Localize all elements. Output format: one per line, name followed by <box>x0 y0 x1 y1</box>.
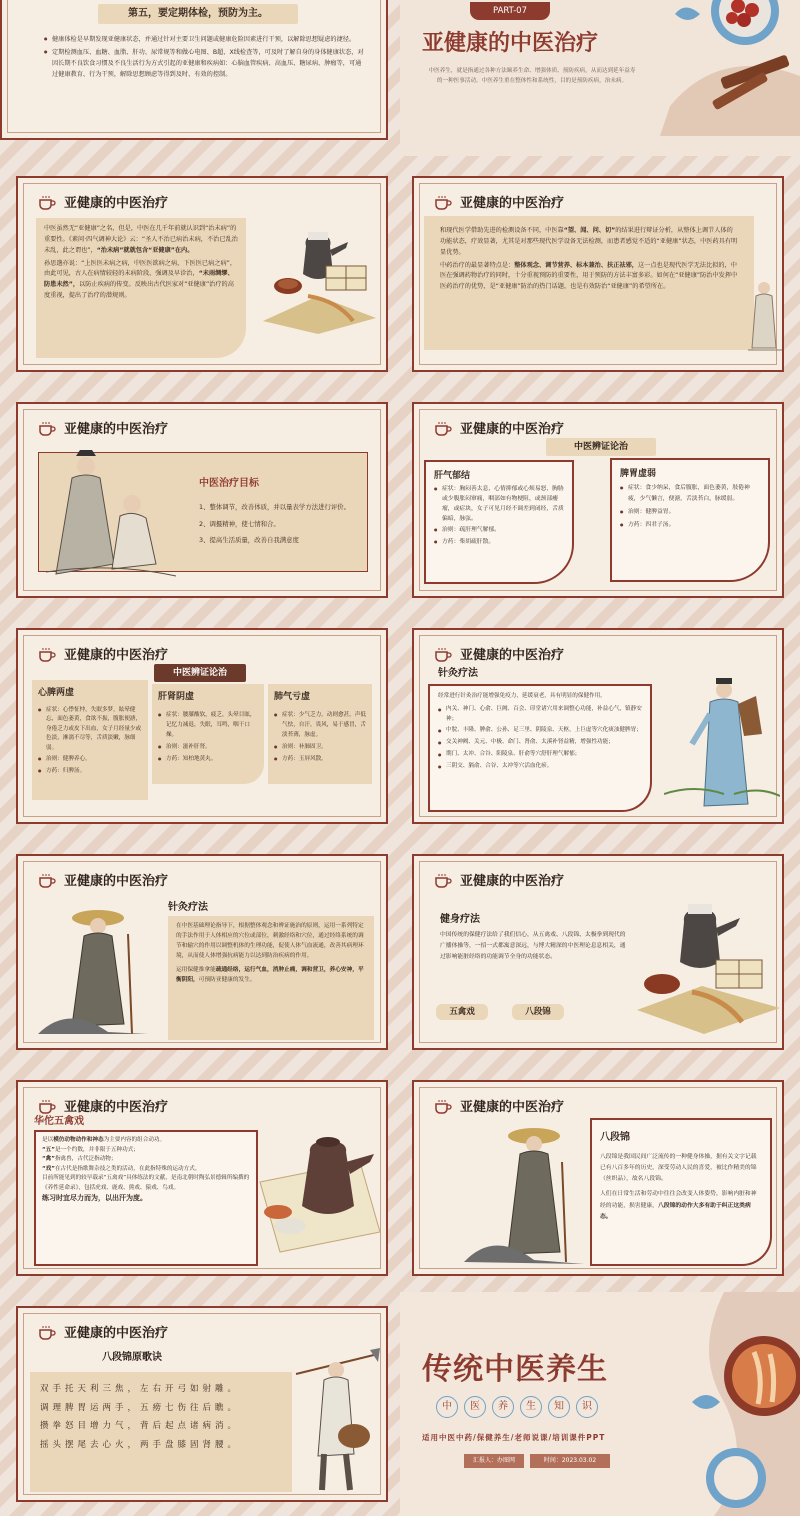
slide-title-text: 亚健康的中医治疗 <box>64 422 169 437</box>
slide-checkup[interactable] <box>0 0 388 140</box>
slide-treatment-goal[interactable] <box>16 402 388 598</box>
herbalist-figure <box>664 674 780 824</box>
slide-title <box>38 192 168 211</box>
goal-heading: 中医治疗目标 <box>199 478 259 489</box>
syndrome-tag: 中医辨证论治 <box>546 438 656 456</box>
para: 人们在日常生活和劳动中往往会改变人体姿势，影响内脏和神经的功能，损害健康，八段锦的动作大多有助于纠正这类病态。 <box>600 1191 757 1220</box>
acupoint-list <box>438 705 642 772</box>
clay-pot-illustration <box>250 1122 384 1262</box>
slide-title <box>434 192 564 211</box>
slide-title-text: 亚健康的中医治疗 <box>460 196 565 211</box>
col-item: ● 方药：归脾汤。 <box>38 767 142 777</box>
para: “戏”在古代是指歌舞杂技之类的活动，在此指特殊的运动方式。 <box>42 1165 201 1172</box>
part-description: 中医养生，就是指通过各种方法颐养生命、增强体质、预防疾病，从而达到延年益寿的一种医事活动。中医养生重在整体性和系统性，目的是预防疾病，治未病。 <box>428 68 636 85</box>
col-item: ● 治则：健脾养心。 <box>38 755 142 765</box>
massage-panel <box>168 916 374 1040</box>
checkup-item: ● 定期检测血压、血糖、血脂、肝功、尿常规等和做心电图、B超、X线检查等，可及时了解自身的身体健康状态，对因长期不良饮食习惯及不良生活行为方式引起的亚健康和疾病如：心脑血管疾病、高血压、糖尿病、肿瘤等，可通过健康教育、行为干预，解除思想顾虑等得到及时、有效的控制。 <box>44 47 364 80</box>
col-item: ● 治则：滋补肝肾。 <box>158 742 258 752</box>
poem-line: 调理脾胃运两手，五痨七伤往后瞧。 <box>40 1402 241 1413</box>
tea-cup-icon <box>434 647 452 661</box>
char-circle: 识 <box>576 1396 598 1418</box>
slide-title <box>434 418 564 437</box>
goal-item: 1、整体调节，改善体质，并以量表学方法进行评价。 <box>199 503 351 511</box>
char-circle: 生 <box>520 1396 542 1418</box>
part-title: 亚健康的中医治疗 <box>422 30 599 56</box>
slide-tcm-intro[interactable] <box>16 176 388 372</box>
goal-item: 3、提高生活质量，改善自我满意度 <box>199 536 299 545</box>
char-circle: 中 <box>436 1396 458 1418</box>
section-heading: 华佗五禽戏 <box>34 1116 84 1127</box>
acupoint-item: ● 内关、神门、心俞、巨阙、百会、印堂诸穴用来调整心功能，补益心气，镇静安神； <box>438 705 642 725</box>
end-title: 传统中医养生 <box>422 1352 608 1387</box>
liver-item: ● 症状：胸闷善太息，心情抑郁或心烦易怒，胸胁或少腹胀闷窜痛，咽部如有物梗阻，或颈部瘿瘤，或症块，女子可见月经不调差到闭经，舌质偏暗，脉弦。 <box>434 485 564 524</box>
slide-title <box>38 644 168 663</box>
acupuncture-panel <box>428 684 652 812</box>
tea-cup-icon <box>38 1099 56 1113</box>
goal-list <box>199 499 350 549</box>
col-list <box>274 710 366 764</box>
herbal-medicine-illustration <box>632 900 782 1040</box>
slide-baduanjin[interactable] <box>412 1080 784 1276</box>
poem-line: 摇头摆尾去心火，两手盘膝固肾腰。 <box>40 1440 241 1451</box>
fitness-text: 中国传统的保健疗法给了我们信心，从五禽戏、八段锦、太极拳到现代的广播体操等，一招一式都寓意深远，与博大精深的中医理论息息相关，通过影响能脏经络的功能调节全身的功能状态。 <box>440 932 626 960</box>
wuqinxi-button[interactable]: 五禽戏 <box>436 1004 488 1020</box>
herb-bowl-decor <box>660 0 800 136</box>
char-circle: 知 <box>548 1396 570 1418</box>
para: 孙思邈亦说：“上医医未病之病，中医医欲病之病，下医医已病之病”，由此可见，古人在病情较轻的未病阶段，强调及早诊治，“未雨绸缪、防患未然”，以防止疾病的传变。反映出古代医家对“亚健康”治疗的高度重视，提出了治疗的潜规则。 <box>44 259 237 300</box>
tea-cup-icon <box>434 195 452 209</box>
end-subtitle: 适用中医中药/保健养生/老师说课/培训课件PPT <box>422 1433 606 1442</box>
slide-title-text: 亚健康的中医治疗 <box>460 648 565 663</box>
tea-cup-icon <box>434 1099 452 1113</box>
tea-cup-icon <box>38 195 56 209</box>
tea-cup-icon <box>434 873 452 887</box>
checkup-list <box>44 34 364 83</box>
char-circle: 医 <box>464 1396 486 1418</box>
slide-title <box>434 870 564 889</box>
col-title: 肝肾阴虚 <box>158 692 195 702</box>
section-heading: 健身疗法 <box>440 914 480 925</box>
col-item: ● 症状：腰膝酸软，疲乏，头晕目眩，记忆力减退，失眠，耳鸣，咽干口燥。 <box>158 710 258 740</box>
slide-title-text: 亚健康的中医治疗 <box>460 1100 565 1115</box>
acupoint-item: ● 期门、太冲、合谷、阳陵泉、肝俞等穴舒肝理气解郁； <box>438 750 642 760</box>
liver-title: 肝气郁结 <box>434 471 471 481</box>
slide-acupuncture-1[interactable] <box>412 628 784 824</box>
date-badge: 时间：2023.03.02 <box>530 1454 610 1468</box>
slide-title-text: 亚健康的中医治疗 <box>64 1100 169 1115</box>
acupoint-item: ● 交关神阙、关元、中极、命门、肾俞、太溪补肾益精，增强性功能； <box>438 738 642 748</box>
two-elders-illustration <box>36 444 186 584</box>
col-title: 肺气亏虚 <box>274 692 311 702</box>
para: 目前所能见到的较早载录“五禽戏”具体练法的文献，是南北朝时陶弘景德辑所编撰的《养性延命录》，包括虎戏、鹿戏、熊戏、猿戏、鸟戏。 <box>42 1175 250 1191</box>
tea-cup-icon <box>38 873 56 887</box>
col-item: ● 症状：心悸怔忡，失眠多梦，眩晕健忘，面色萎黄，食欲不振，腹胀便溏，身倦乏力或皮下出血，女子月经量少或色淡，淋漓不尽等，舌质淡嫩，脉细弱。 <box>38 706 142 754</box>
ginseng-bowl-decor <box>684 1292 800 1516</box>
col-item: ● 治则：补肺固卫。 <box>274 742 366 752</box>
para: 运用保健推拿能疏通经络，运行气血，消肿止痛，调和营卫，养心安神，平衡阴阳，可预防亚健康的发生。 <box>176 966 364 983</box>
spleen-item: ● 治则：健脾益胃。 <box>620 507 760 518</box>
col-item: ● 方药：玉屏风散。 <box>274 754 366 764</box>
slide-acupuncture-2[interactable] <box>16 854 388 1050</box>
slide-title-text: 亚健康的中医治疗 <box>460 422 565 437</box>
col-item: ● 症状：少气乏力，动则愈甚，声低气怯，自汗，畏风，易于感冒，舌淡苔薄，脉虚。 <box>274 710 366 740</box>
goal-item: 2、调摄精神，使七情和合。 <box>199 519 280 528</box>
slide-syndrome-2[interactable] <box>16 628 388 824</box>
checkup-item: ● 健康体检是早期发现亚健康状态，并通过针对主要卫生问题或健康危险因素进行干预，以解除思想疑虑的捷径。 <box>44 34 364 45</box>
liver-item: ● 方药：柴胡疏肝散。 <box>434 538 564 548</box>
slide-title <box>38 418 168 437</box>
section-heading: 针灸疗法 <box>438 668 478 679</box>
poem-line: 攒拳怒目增力气，背后起点诸病消。 <box>40 1421 241 1432</box>
reporter-badge: 汇报人：办图网 <box>464 1454 524 1468</box>
text-panel <box>36 218 246 358</box>
heart-spleen-panel <box>32 680 148 800</box>
slide-title <box>38 1322 168 1341</box>
baduanjin-panel <box>590 1118 772 1266</box>
para: 八段锦是我国民间广泛流传的一种健身体操，据有关文字记载已有八百多年的历史，深受劳动人民的喜爱，被比作精美的锦（丝织品），故名八段锦。 <box>600 1153 757 1183</box>
text-panel <box>424 216 754 350</box>
spleen-item: ● 方药：四君子汤。 <box>620 520 760 531</box>
slide-syndrome-1[interactable] <box>412 402 784 598</box>
elder-with-staff-illustration <box>454 1112 594 1272</box>
section-heading: 针灸疗法 <box>168 902 208 913</box>
para: “禽”指禽兽，古代泛指动物； <box>42 1156 117 1162</box>
wuqinxi-panel <box>34 1130 258 1266</box>
spleen-panel <box>610 458 770 582</box>
slide-part-cover[interactable] <box>400 0 800 156</box>
syndrome-tag: 中医辨证论治 <box>154 664 246 682</box>
acupoint-item: ● 三阴交、膈俞、合谷、太冲等穴活血化瘀。 <box>438 762 642 772</box>
slide-title-text: 亚健康的中医治疗 <box>64 874 169 889</box>
col-list <box>158 710 258 764</box>
tea-cup-icon <box>38 1325 56 1339</box>
slide-title-text: 亚健康的中医治疗 <box>64 648 169 663</box>
baduanjin-heading: 八段锦 <box>600 1132 630 1143</box>
spleen-item: ● 症状：食少纳呆，食后腹胀，面色萎黄，肢倦神疲，少气懒言，便溏，舌淡苔白，脉缓弱。 <box>620 483 760 505</box>
liver-panel <box>424 460 574 584</box>
slide-baduanjin-poem[interactable] <box>16 1306 388 1502</box>
poem-line: 双手托天利三焦，左右开弓如射雕。 <box>40 1384 241 1394</box>
farmer-with-hoe-illustration <box>288 1344 384 1500</box>
slide-tcm-advantage[interactable] <box>412 176 784 372</box>
part-badge: PART-07 <box>470 2 550 20</box>
slide-title-text: 亚健康的中医治疗 <box>460 874 565 889</box>
slide-end-cover[interactable] <box>400 1292 800 1516</box>
intro: 经常进行针灸治疗能增强免疫力，延缓衰老，具有明显的保健作用。 <box>438 693 606 699</box>
elder-with-staff-illustration <box>28 894 168 1044</box>
baduanjin-button[interactable]: 八段锦 <box>512 1004 564 1020</box>
herbal-medicine-illustration <box>258 226 378 336</box>
para: 中医虽然无“亚健康”之名，但是，中医在几千年前就认识到“治未病”的重要性。《素问·四气调神大论》云：“圣人不治已病治未病，不治已乱治未乱，此之谓也”，“治未病”就就包含“亚健康”在内。 <box>44 225 238 254</box>
para: 练习时宜尽力而为，以出汗为度。 <box>42 1194 147 1202</box>
lung-panel <box>268 684 372 784</box>
section-heading: 第五，要定期体检，预防为主。 <box>98 4 298 24</box>
col-item: ● 方药：知柏地黄丸。 <box>158 754 258 764</box>
liver-kidney-panel <box>152 684 264 784</box>
slide-wuqinxi[interactable] <box>16 1080 388 1276</box>
knowledge-chars <box>436 1396 598 1418</box>
tea-cup-icon <box>38 421 56 435</box>
para: 在中医基础理论指导下，根据整体观念和辨证施治的原则，运用一系列特定的手法作用于人体相应的穴位或部位，刺激经络和穴位，通过经络系统的调节和输穴的作用以调整机体的生理功能，促使人体气血流通，改善其病理环境，从而使人体增强抗病能力以达到防治疾病的作用。 <box>176 923 364 959</box>
para: 中药治疗的最显著特点是：整体观念、调节营养、标本兼治、扶正祛邪，这一点也是现代医学无法比拟的，中医在强调药物治疗的同时，十分重视预防的重要性，用于预防的方法丰富多彩。如何在“亚健康”防治中发挥中医药治疗的优势，是“亚健康”防治的热门话题，也是有效防治“亚健康”的希望所在。 <box>440 261 738 291</box>
para: 和现代医学借助先进的检测设备不同，中医靠“望、闻、问、切”的结果进行辩证分析，从整体上调节人体的功能状态，疗效显著，尤其是对那些现代医学设备无法检测，而患者感觉不适的“亚健康”状态，中医药具有明显优势。 <box>440 227 738 256</box>
slide-fitness[interactable] <box>412 854 784 1050</box>
poem-heading: 八段锦原歌诀 <box>102 1352 162 1363</box>
slide-title-text: 亚健康的中医治疗 <box>64 1326 169 1341</box>
col-title: 心脾两虚 <box>38 688 75 698</box>
elder-figure <box>744 278 784 358</box>
spleen-title: 脾胃虚弱 <box>620 469 657 479</box>
para: “五”是一个约数，并非限于五种功式； <box>42 1146 139 1153</box>
spleen-list <box>620 483 760 531</box>
liver-item: ● 治则：疏肝理气解郁。 <box>434 526 564 536</box>
acupoint-item: ● 中脘、丰隆、脾俞、公孙、足三里、阴陵泉、天枢，上巨虚等穴化痰浊健脾胃； <box>438 726 642 736</box>
para: 是以模仿动物动作和神态为主要内容的组合动功。 <box>42 1137 166 1143</box>
tea-cup-icon <box>434 421 452 435</box>
liver-list <box>434 485 564 548</box>
slide-title <box>434 644 564 663</box>
slide-title <box>38 870 168 889</box>
tea-cup-icon <box>38 647 56 661</box>
poem-panel <box>30 1372 292 1492</box>
char-circle: 养 <box>492 1396 514 1418</box>
col-list <box>38 706 142 777</box>
slide-title-text: 亚健康的中医治疗 <box>64 196 169 211</box>
